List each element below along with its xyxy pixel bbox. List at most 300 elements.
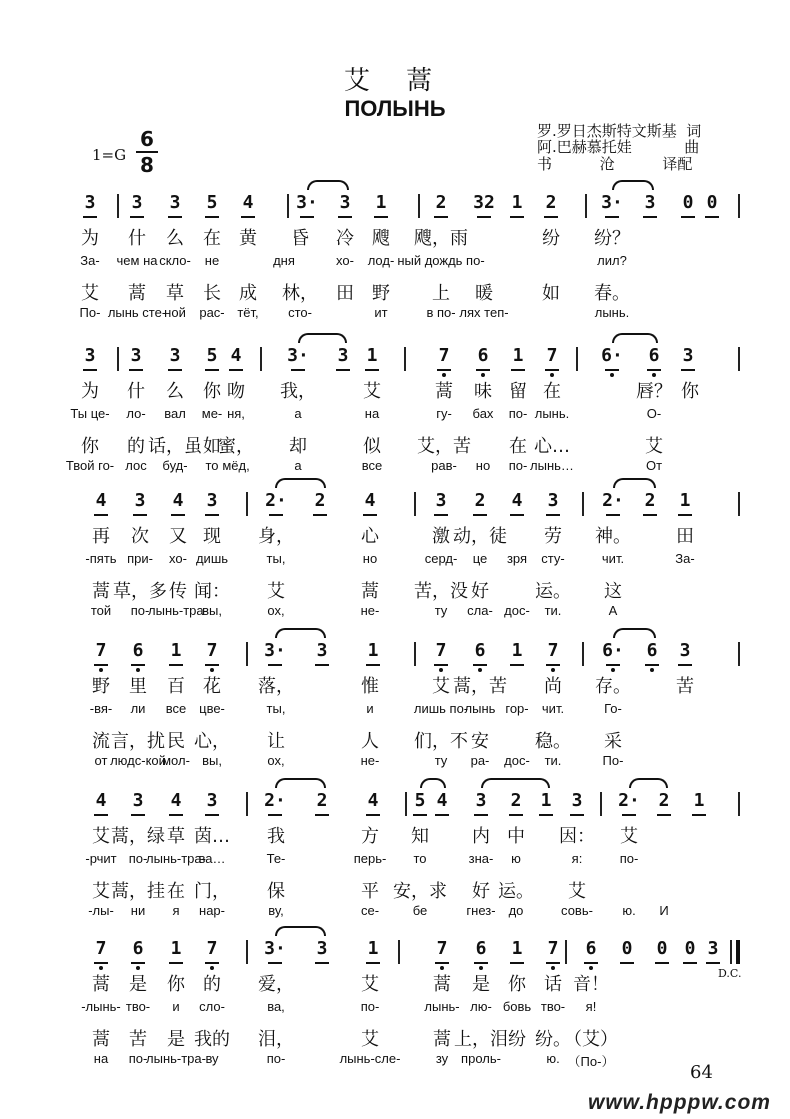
- eighth-beam: [168, 369, 182, 371]
- eighth-beam: [546, 514, 560, 516]
- lyric-chinese: 吻: [227, 381, 245, 402]
- eighth-beam: [366, 962, 380, 964]
- lyric-chinese: 暖: [475, 283, 493, 304]
- lyric-russian: сло-: [199, 999, 225, 1014]
- eighth-beam: [681, 216, 695, 218]
- lyric-chinese: 艾: [267, 581, 285, 602]
- lyric-russian: лынь-: [424, 999, 460, 1014]
- note: 3·: [287, 345, 309, 366]
- lyric-chinese: 为: [81, 228, 99, 249]
- note: 7: [206, 938, 218, 959]
- note: 3: [131, 192, 143, 213]
- lyric-chinese: 么: [166, 381, 184, 402]
- barline: [738, 492, 740, 516]
- note: 3: [134, 490, 146, 511]
- note: 1: [170, 640, 182, 661]
- note: 1: [693, 790, 705, 811]
- lyric-chinese: 流: [92, 731, 110, 752]
- note: 3: [84, 345, 96, 366]
- lyric-chinese: 神。: [595, 526, 631, 547]
- lyric-russian: а: [294, 406, 302, 421]
- lyric-chinese: 在: [509, 436, 527, 457]
- lyric-chinese: 如: [203, 436, 221, 457]
- eighth-beam: [205, 369, 219, 371]
- tie-slur: [613, 628, 656, 638]
- barline: [398, 940, 400, 964]
- note: 4: [95, 490, 107, 511]
- lyric-russian: по-: [360, 999, 380, 1014]
- eighth-beam: [205, 216, 219, 218]
- barline: [738, 792, 740, 816]
- eighth-beam: [476, 369, 490, 371]
- lyric-chinese: 蜜，: [218, 436, 254, 457]
- lyric-chinese: 劳: [544, 526, 562, 547]
- tie-slur: [612, 333, 658, 343]
- lyric-chinese: 里: [129, 676, 147, 697]
- lyric-russian: хо-: [336, 253, 354, 268]
- lyric-russian: лынь.: [534, 406, 570, 421]
- lyric-chinese: 你: [167, 974, 185, 995]
- lyric-chinese: 存。: [595, 676, 631, 697]
- note: 2·: [602, 490, 624, 511]
- lyric-russian: Те-: [266, 851, 286, 866]
- note: 4: [230, 345, 242, 366]
- barline: [600, 792, 602, 816]
- note: 0: [684, 938, 696, 959]
- lyric-chinese: 这: [604, 581, 622, 602]
- lyric-russian: ме-: [201, 406, 223, 421]
- lyric-russian: мёд,: [222, 458, 250, 473]
- eighth-beam: [678, 514, 692, 516]
- lyric-russian: буд-: [162, 458, 188, 473]
- eighth-beam: [336, 369, 350, 371]
- note: 3: [571, 790, 583, 811]
- final-barline-thin: [730, 940, 732, 964]
- lyric-russian: не: [204, 253, 220, 268]
- credit-lyricist: 罗.罗日杰斯特文斯基 词: [537, 122, 702, 140]
- lyric-chinese: 稳。: [535, 731, 571, 752]
- eighth-beam: [435, 814, 449, 816]
- eighth-beam: [511, 369, 525, 371]
- note: 2: [510, 790, 522, 811]
- lyric-russian: по-: [508, 458, 528, 473]
- lyric-chinese: 草，多: [113, 581, 167, 602]
- da-capo-mark: D.C.: [718, 967, 742, 980]
- tie-slur: [307, 180, 349, 190]
- lyric-chinese: 蒿，挂: [111, 881, 165, 902]
- lyric-russian: -вя-: [89, 701, 113, 716]
- lyric-russian: лю-: [470, 999, 492, 1014]
- lyric-chinese: 蒿: [128, 283, 146, 304]
- note: 3·: [601, 192, 623, 213]
- barline: [414, 642, 416, 666]
- note: 4: [95, 790, 107, 811]
- lyric-chinese: 纷？: [594, 228, 630, 249]
- lyric-russian: -рчит: [85, 851, 117, 866]
- lyric-chinese: 安，求: [393, 881, 447, 902]
- lyric-russian: чем на: [116, 253, 158, 268]
- lyric-chinese: 昏: [291, 228, 309, 249]
- lyric-chinese: 蒿: [433, 1029, 451, 1050]
- lyric-russian: не-: [360, 753, 380, 768]
- lyric-chinese: 平: [361, 881, 379, 902]
- eighth-beam: [94, 664, 108, 666]
- lyric-russian: чит.: [541, 701, 565, 716]
- eighth-beam: [374, 216, 388, 218]
- lyric-russian: А: [608, 603, 618, 618]
- lyric-chinese: 你: [508, 974, 526, 995]
- lyric-russian: чит.: [601, 551, 625, 566]
- eighth-beam: [545, 369, 559, 371]
- lyric-russian: все: [361, 458, 383, 473]
- eighth-beam: [678, 664, 692, 666]
- lyric-russian: ни: [130, 903, 146, 918]
- lyric-chinese: 人: [361, 731, 379, 752]
- lyric-russian: -лынь-: [81, 999, 121, 1014]
- note: 5: [206, 192, 218, 213]
- lyric-chinese: 花: [203, 676, 221, 697]
- lyric-russian: сла-: [467, 603, 493, 618]
- lyric-chinese: 长: [203, 283, 221, 304]
- lyric-chinese: 艾: [361, 1029, 379, 1050]
- lyric-chinese: 什: [128, 228, 146, 249]
- credit-composer: 阿.巴赫慕托娃 曲: [537, 138, 700, 156]
- lyric-chinese: 蒿，苦: [453, 676, 507, 697]
- barline: [582, 642, 584, 666]
- lyric-russian: ты,: [266, 551, 286, 566]
- eighth-beam: [291, 369, 305, 371]
- lyric-russian: По-: [79, 305, 101, 320]
- lyric-russian: ту: [434, 603, 448, 618]
- lyric-chinese: 在: [543, 381, 561, 402]
- eighth-beam: [366, 814, 380, 816]
- lyric-chinese: 你: [81, 436, 99, 457]
- eighth-beam: [315, 962, 329, 964]
- eighth-beam: [131, 664, 145, 666]
- eighth-beam: [706, 962, 720, 964]
- lyric-russian: по-: [619, 851, 639, 866]
- lyric-russian: ва…: [198, 851, 226, 866]
- lyric-russian: ю.: [622, 903, 636, 918]
- note: 6: [132, 938, 144, 959]
- lyric-russian: Ты це-: [70, 406, 110, 421]
- tie-slur: [275, 628, 326, 638]
- note: 7: [547, 938, 559, 959]
- lyric-russian: це: [472, 551, 488, 566]
- lyric-chinese: 黄: [239, 228, 257, 249]
- eighth-beam: [366, 664, 380, 666]
- lyric-chinese: 艾，苦: [417, 436, 471, 457]
- lyric-chinese: 闻：: [194, 581, 230, 602]
- eighth-beam: [268, 664, 282, 666]
- lyric-chinese: 艾: [361, 974, 379, 995]
- eighth-beam: [269, 514, 283, 516]
- eighth-beam: [363, 514, 377, 516]
- lyric-chinese: 让: [267, 731, 285, 752]
- lyric-chinese: 草: [166, 283, 184, 304]
- lyric-chinese: 田: [336, 283, 354, 304]
- time-signature-top: 6: [140, 127, 154, 151]
- lyric-russian: по-: [128, 851, 148, 866]
- lyric-russian: -лы-: [88, 903, 114, 918]
- lyric-chinese: 传: [169, 581, 187, 602]
- eighth-beam: [605, 369, 619, 371]
- eighth-beam: [300, 216, 314, 218]
- lyric-russian: ю.: [546, 1051, 560, 1066]
- eighth-beam: [435, 962, 449, 964]
- eighth-beam: [365, 369, 379, 371]
- lyric-chinese: 蒿: [361, 581, 379, 602]
- lyric-chinese: 艾: [81, 283, 99, 304]
- lyric-russian: лынь: [464, 701, 496, 716]
- eighth-beam: [268, 962, 282, 964]
- lyric-russian: но: [362, 551, 378, 566]
- lyric-chinese: 林，: [282, 283, 318, 304]
- lyric-chinese: 似: [363, 436, 381, 457]
- lyric-chinese: 动，徒: [453, 526, 507, 547]
- tie-slur: [275, 778, 326, 788]
- note: 5: [206, 345, 218, 366]
- note: 32: [473, 192, 495, 213]
- lyric-russian: скло-: [159, 253, 191, 268]
- note: 1: [511, 640, 523, 661]
- lyric-chinese: 苦: [129, 1029, 147, 1050]
- lyric-russian: Твой го-: [65, 458, 115, 473]
- lyric-russian: ох,: [267, 603, 285, 618]
- lyric-chinese: 惟: [361, 676, 379, 697]
- note: 3: [707, 938, 719, 959]
- lyric-chinese: 心…: [534, 436, 570, 457]
- lyric-russian: лос: [125, 458, 147, 473]
- note: 3·: [264, 640, 286, 661]
- lyric-chinese: 在: [167, 881, 185, 902]
- lyric-chinese: 内: [472, 826, 490, 847]
- note: 2: [435, 192, 447, 213]
- eighth-beam: [510, 216, 524, 218]
- note: 6: [585, 938, 597, 959]
- lyric-chinese: 冷: [336, 228, 354, 249]
- barline: [576, 347, 578, 371]
- note: 6: [646, 640, 658, 661]
- lyric-russian: ня,: [227, 406, 245, 421]
- lyric-chinese: 音！: [573, 974, 609, 995]
- note: 2: [545, 192, 557, 213]
- eighth-beam: [241, 216, 255, 218]
- lyric-russian: то: [413, 851, 427, 866]
- lyric-chinese: 留: [509, 381, 527, 402]
- lyric-russian: За-: [80, 253, 100, 268]
- barline: [117, 347, 119, 371]
- tie-slur: [481, 778, 550, 788]
- eighth-beam: [473, 664, 487, 666]
- lyric-chinese: 的: [203, 974, 221, 995]
- barline: [404, 347, 406, 371]
- eighth-beam: [205, 962, 219, 964]
- lyric-russian: не-: [360, 603, 380, 618]
- song-title-chinese: 艾 蒿: [343, 66, 447, 96]
- lyric-russian: мол-: [162, 753, 190, 768]
- lyric-chinese: 上，泪: [454, 1029, 508, 1050]
- note: 3: [339, 192, 351, 213]
- lyric-chinese: 苦，没: [414, 581, 468, 602]
- note: 4: [511, 490, 523, 511]
- lyric-chinese: 又: [169, 526, 187, 547]
- barline: [738, 642, 740, 666]
- barline: [260, 347, 262, 371]
- lyric-chinese: 唇？: [636, 381, 672, 402]
- lyric-russian: За-: [675, 551, 695, 566]
- note: 6·: [601, 345, 623, 366]
- lyric-russian: до: [508, 903, 524, 918]
- lyric-russian: （По-）: [567, 1054, 615, 1069]
- lyric-chinese: 却: [289, 436, 307, 457]
- low-octave-dot: [610, 373, 614, 377]
- note: 2·: [264, 790, 286, 811]
- lyric-russian: гор-: [505, 701, 529, 716]
- barline: [582, 492, 584, 516]
- lyric-russian: хо-: [169, 551, 187, 566]
- eighth-beam: [168, 216, 182, 218]
- note: 3: [682, 345, 694, 366]
- lyric-russian: бе: [412, 903, 428, 918]
- tie-slur: [629, 778, 668, 788]
- lyric-chinese: 是: [129, 974, 147, 995]
- lyric-russian: зу: [435, 1051, 449, 1066]
- lyric-chinese: 艾: [363, 381, 381, 402]
- note: 3: [130, 345, 142, 366]
- lyric-russian: перь-: [353, 851, 387, 866]
- lyric-russian: зря: [506, 551, 528, 566]
- lyric-russian: Го-: [604, 701, 622, 716]
- note: 1: [679, 490, 691, 511]
- lyric-chinese: 我: [267, 826, 285, 847]
- lyric-chinese: 么: [166, 228, 184, 249]
- eighth-beam: [94, 514, 108, 516]
- barline: [405, 792, 407, 816]
- eighth-beam: [315, 814, 329, 816]
- note: 7: [95, 938, 107, 959]
- lyric-chinese: 飕: [372, 228, 390, 249]
- barline: [117, 194, 119, 218]
- eighth-beam: [131, 814, 145, 816]
- lyric-chinese: 野: [372, 283, 390, 304]
- lyric-russian: по-: [266, 1051, 286, 1066]
- lyric-chinese: 安: [471, 731, 489, 752]
- lyric-russian: ту: [434, 753, 448, 768]
- lyric-russian: я: [172, 903, 180, 918]
- lyric-chinese: 中: [507, 826, 525, 847]
- lyric-chinese: 好: [472, 881, 490, 902]
- lyric-russian: по-: [130, 603, 150, 618]
- lyric-russian: лынь-тра-: [146, 1051, 206, 1066]
- note: 0: [706, 192, 718, 213]
- eighth-beam: [705, 216, 719, 218]
- eighth-beam: [647, 369, 661, 371]
- lyric-chinese: 在: [203, 228, 221, 249]
- barline: [414, 492, 416, 516]
- lyric-russian: на: [93, 1051, 109, 1066]
- lyric-russian: дос-: [504, 753, 530, 768]
- eighth-beam: [477, 216, 491, 218]
- note: 3: [169, 345, 181, 366]
- note: 0: [682, 192, 694, 213]
- note: 3: [132, 790, 144, 811]
- eighth-beam: [546, 664, 560, 666]
- lyric-chinese: 蒿: [433, 974, 451, 995]
- low-octave-dot: [650, 668, 654, 672]
- eighth-beam: [692, 814, 706, 816]
- lyric-chinese: 门，: [194, 881, 230, 902]
- note: 1: [367, 640, 379, 661]
- note: 3·: [264, 938, 286, 959]
- lyric-russian: лишь по-: [413, 701, 469, 716]
- lyric-chinese: 的: [127, 436, 145, 457]
- note: 3: [337, 345, 349, 366]
- lyric-chinese: 是: [472, 974, 490, 995]
- note: 6·: [602, 640, 624, 661]
- lyric-chinese: 为: [81, 381, 99, 402]
- barline: [565, 940, 567, 964]
- key-signature: 1=G: [92, 146, 127, 164]
- lyric-chinese: 你: [681, 381, 699, 402]
- lyric-russian: и: [172, 999, 180, 1014]
- barline: [738, 347, 740, 371]
- lyric-russian: -пять: [85, 551, 117, 566]
- time-signature: [136, 128, 158, 176]
- lyric-chinese: 野: [92, 676, 110, 697]
- lyric-chinese: 纷: [542, 228, 560, 249]
- eighth-beam: [539, 814, 553, 816]
- lyric-russian: лынь сте-: [107, 305, 167, 320]
- tie-slur: [275, 926, 326, 936]
- note: 2·: [618, 790, 640, 811]
- eighth-beam: [130, 216, 144, 218]
- eighth-beam: [570, 814, 584, 816]
- eighth-beam: [205, 664, 219, 666]
- note: 3: [206, 490, 218, 511]
- note: 1: [375, 192, 387, 213]
- lyric-russian: лынь.: [594, 305, 630, 320]
- lyric-chinese: 草: [167, 826, 185, 847]
- lyric-russian: По-: [602, 753, 624, 768]
- note: 3: [475, 790, 487, 811]
- note: 2·: [265, 490, 287, 511]
- note: 4: [364, 490, 376, 511]
- eighth-beam: [474, 962, 488, 964]
- eighth-beam: [229, 369, 243, 371]
- lyric-russian: бах: [472, 406, 494, 421]
- lyric-russian: ти.: [544, 753, 562, 768]
- eighth-beam: [205, 814, 219, 816]
- lyric-chinese: 民: [167, 731, 185, 752]
- note: 6: [648, 345, 660, 366]
- lyric-russian: ю: [511, 851, 521, 866]
- eighth-beam: [315, 664, 329, 666]
- lyric-russian: тёт,: [237, 305, 259, 320]
- lyric-russian: ву,: [268, 903, 284, 918]
- note: 4: [436, 790, 448, 811]
- eighth-beam: [169, 962, 183, 964]
- lyric-chinese: 爱，: [258, 974, 294, 995]
- lyric-russian: гу-: [436, 406, 452, 421]
- lyric-russian: то: [205, 458, 219, 473]
- lyric-chinese: 蒿: [92, 581, 110, 602]
- eighth-beam: [606, 514, 620, 516]
- note: 7: [95, 640, 107, 661]
- eighth-beam: [510, 962, 524, 964]
- note: 7: [438, 345, 450, 366]
- lyric-russian: ли: [130, 701, 146, 716]
